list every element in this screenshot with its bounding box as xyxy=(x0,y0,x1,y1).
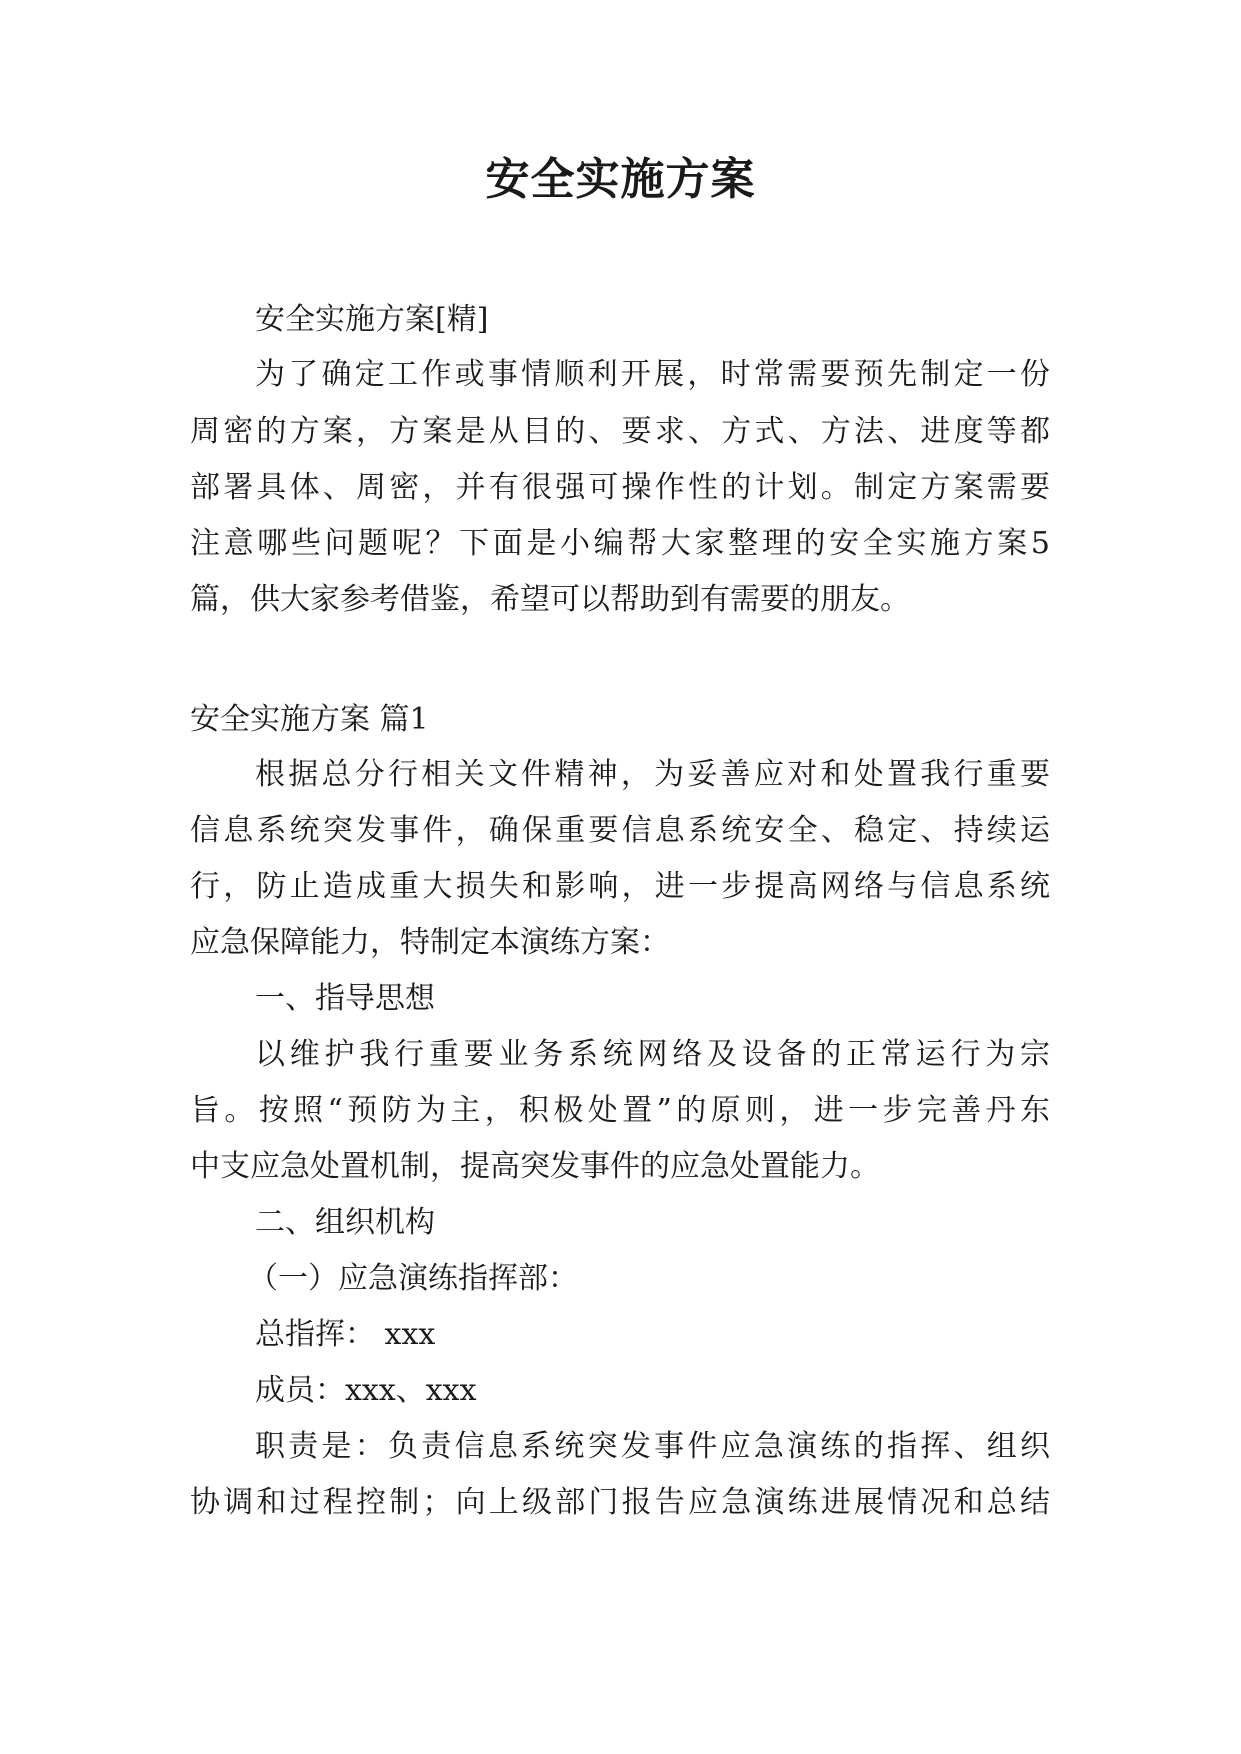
intro-line-3: 部署具体、周密，并有很强可操作性的计划。制定方案需要 xyxy=(190,470,1050,505)
guiding-line-3: 中支应急处置机制，提高突发事件的应急处置能力。 xyxy=(190,1149,880,1184)
body-line-1: 根据总分行相关文件精神，为妥善应对和处置我行重要 xyxy=(255,757,1050,792)
intro-line-4: 注意哪些问题呢？下面是小编帮大家整理的安全实施方案5 xyxy=(190,526,1050,561)
section-heading: 安全实施方案 篇1 xyxy=(190,702,429,737)
intro-line-1: 为了确定工作或事情顺利开展，时常需要预先制定一份 xyxy=(255,357,1050,392)
subheading-organization: 二、组织机构 xyxy=(255,1205,435,1240)
subtitle-line: 安全实施方案[精] xyxy=(255,302,489,337)
commander-line: 总指挥： xxx xyxy=(255,1317,436,1352)
duty-line-1: 职责是：负责信息系统突发事件应急演练的指挥、组织 xyxy=(255,1429,1050,1464)
duty-line-2: 协调和过程控制；向上级部门报告应急演练进展情况和总结 xyxy=(190,1485,1050,1520)
document-title: 安全实施方案 xyxy=(485,154,756,205)
subheading-command-center: （一）应急演练指挥部： xyxy=(248,1261,578,1296)
body-line-3: 行，防止造成重大损失和影响，进一步提高网络与信息系统 xyxy=(190,869,1050,904)
subheading-guiding-idea: 一、指导思想 xyxy=(255,981,435,1016)
body-line-4: 应急保障能力，特制定本演练方案： xyxy=(190,925,670,960)
guiding-line-2: 旨。按照“预防为主，积极处置”的原则，进一步完善丹东 xyxy=(190,1093,1050,1128)
intro-line-5: 篇，供大家参考借鉴，希望可以帮助到有需要的朋友。 xyxy=(190,582,910,617)
guiding-line-1: 以维护我行重要业务系统网络及设备的正常运行为宗 xyxy=(255,1037,1050,1072)
body-line-2: 信息系统突发事件，确保重要信息系统安全、稳定、持续运 xyxy=(190,813,1050,848)
intro-line-2: 周密的方案，方案是从目的、要求、方式、方法、进度等都 xyxy=(190,414,1050,449)
members-line: 成员：xxx、xxx xyxy=(255,1373,477,1408)
